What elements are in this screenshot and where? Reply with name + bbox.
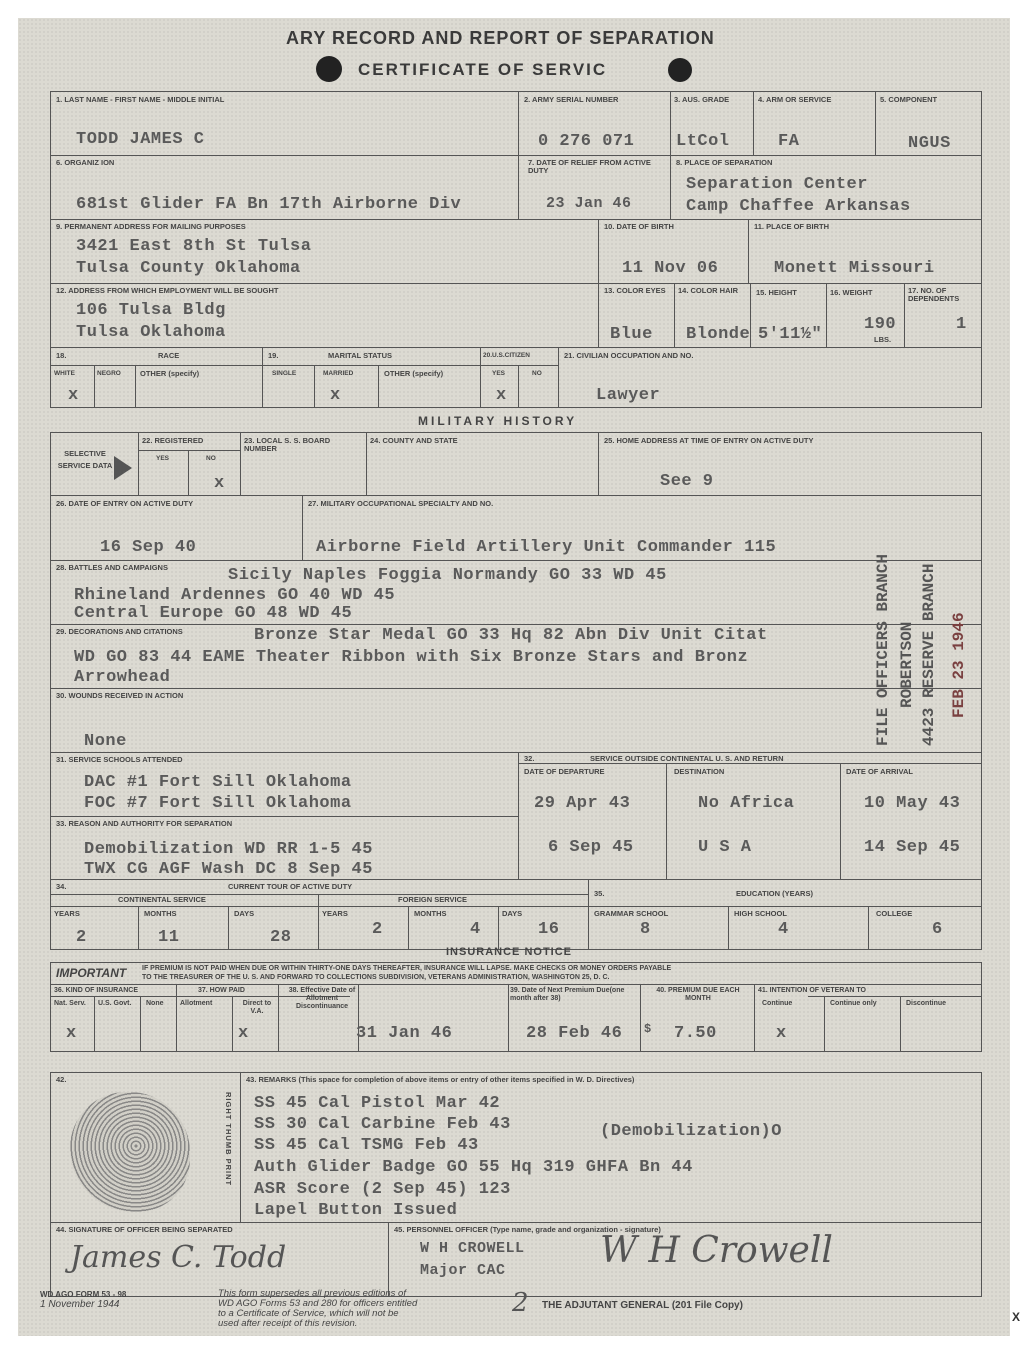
value-battles2: Rhineland Ardennes GO 40 WD 45 bbox=[74, 586, 396, 605]
value-school1: DAC #1 Fort Sill Oklahoma bbox=[84, 773, 352, 792]
value-for-months: 4 bbox=[470, 920, 481, 939]
value-occupation: Lawyer bbox=[596, 386, 661, 405]
label-emp-address: 12. ADDRESS FROM WHICH EMPLOYMENT WILL BE SOUGHT bbox=[56, 286, 279, 295]
value-for-days: 16 bbox=[538, 920, 560, 939]
value-rem3: SS 45 Cal TSMG Feb 43 bbox=[254, 1136, 479, 1155]
stamp-date: FEB 23 1946 bbox=[950, 612, 968, 718]
officer-signature: W H Crowell bbox=[600, 1230, 833, 1271]
label-how-paid: 37. HOW PAID bbox=[198, 987, 245, 994]
label-next-premium: 39. Date of Next Premium Due(one month after 38) bbox=[510, 987, 625, 1002]
label-high: HIGH SCHOOL bbox=[734, 909, 787, 918]
label-continental: CONTINENTAL SERVICE bbox=[118, 895, 206, 904]
value-eyes: Blue bbox=[610, 325, 653, 344]
value-cont-months: 11 bbox=[158, 928, 180, 947]
value-emp2: Tulsa Oklahoma bbox=[76, 323, 226, 342]
value-dep1: 29 Apr 43 bbox=[534, 794, 631, 813]
veteran-signature: James C. Todd bbox=[70, 1240, 287, 1275]
label-arrival: DATE OF ARRIVAL bbox=[846, 767, 913, 776]
label-discontinue: Discontinue bbox=[906, 1000, 947, 1007]
label-remarks: 43. REMARKS (This space for completion of above items or entry of other items specified in W. D. Directives) bbox=[246, 1075, 635, 1084]
label-decorations: 29. DECORATIONS AND CITATIONS bbox=[56, 627, 183, 636]
value-rem1: SS 45 Cal Pistol Mar 42 bbox=[254, 1094, 501, 1113]
adjutant-number: 2 bbox=[512, 1288, 529, 1318]
value-pob: Monett Missouri bbox=[774, 259, 935, 278]
label-42: 42. bbox=[56, 1075, 67, 1084]
supersede-line-4: used after receipt of this revision. bbox=[218, 1318, 358, 1329]
label-board: 23. LOCAL S. S. BOARD NUMBER bbox=[244, 436, 331, 453]
value-reason2: TWX CG AGF Wash DC 8 Sep 45 bbox=[84, 860, 373, 879]
value-school2: FOC #7 Fort Sill Oklahoma bbox=[84, 794, 352, 813]
label-continue: Continue bbox=[762, 1000, 793, 1007]
value-cont-years: 2 bbox=[76, 928, 87, 947]
supersede-line-1: This form supersedes all previous editions of bbox=[218, 1288, 406, 1299]
label-grade: 3. AUS. GRADE bbox=[674, 95, 730, 104]
label-destination: DESTINATION bbox=[674, 767, 725, 776]
label-cont-months: MONTHS bbox=[144, 909, 177, 918]
label-continue-only: Continue only bbox=[830, 1000, 877, 1007]
value-officer-name: W H CROWELL bbox=[420, 1240, 525, 1257]
label-for-months: MONTHS bbox=[414, 909, 447, 918]
label-cont-days: DAYS bbox=[234, 909, 255, 918]
label-direct: Direct to V.A. bbox=[242, 1000, 272, 1015]
value-addr1: 3421 East 8th St Tulsa bbox=[76, 237, 312, 256]
label-personnel-officer: 45. PERSONNEL OFFICER (Type name, grade and organization - signature) bbox=[394, 1225, 661, 1234]
value-college: 6 bbox=[932, 920, 943, 939]
label-weight: 16. WEIGHT bbox=[830, 288, 873, 297]
form-date: 1 November 1944 bbox=[40, 1299, 120, 1310]
military-history-heading: MILITARY HISTORY bbox=[418, 414, 578, 428]
value-emp1: 106 Tulsa Bldg bbox=[76, 301, 226, 320]
label-yes: YES bbox=[492, 370, 506, 377]
label-reg-yes: YES bbox=[156, 455, 170, 462]
value-allot-date: 31 Jan 46 bbox=[356, 1024, 453, 1043]
punch-hole bbox=[316, 56, 342, 82]
value-rem5: ASR Score (2 Sep 45) 123 bbox=[254, 1180, 511, 1199]
value-cont-days: 28 bbox=[270, 928, 292, 947]
value-citizen-x: x bbox=[496, 386, 507, 405]
label-18: 18. bbox=[56, 351, 67, 360]
label-name: 1. LAST NAME - FIRST NAME - MIDDLE INITIAL bbox=[56, 95, 225, 104]
form-subtitle: CERTIFICATE OF SERVIC bbox=[358, 60, 608, 79]
label-other: OTHER (specify) bbox=[140, 369, 200, 378]
value-dest2: U S A bbox=[698, 838, 752, 857]
value-marital-x: x bbox=[330, 386, 341, 405]
insurance-warning-1: IF PREMIUM IS NOT PAID WHEN DUE OR WITHIN THIRTY-ONE DAYS THEREAFTER, INSURANCE WILL LAPSE. MAKE CHECKS OR MONEY ORDERS PAYABLE bbox=[142, 965, 672, 972]
value-dest1: No Africa bbox=[698, 794, 795, 813]
value-grade: LtCol bbox=[676, 132, 730, 151]
value-org: 681st Glider FA Bn 17th Airborne Div bbox=[76, 195, 462, 214]
label-dob: 10. DATE OF BIRTH bbox=[604, 222, 674, 231]
label-marital: MARITAL STATUS bbox=[328, 351, 393, 360]
label-negro: NEGRO bbox=[97, 370, 121, 377]
value-high: 4 bbox=[778, 920, 789, 939]
value-wounds: None bbox=[84, 732, 127, 751]
label-19: 19. bbox=[268, 351, 279, 360]
value-arr2: 14 Sep 45 bbox=[864, 838, 961, 857]
label-schools: 31. SERVICE SCHOOLS ATTENDED bbox=[56, 755, 183, 764]
label-relief: 7. DATE OF RELIEF FROM ACTIVE DUTY bbox=[528, 158, 651, 175]
label-grammar: GRAMMAR SCHOOL bbox=[594, 909, 669, 918]
value-rem4: Auth Glider Badge GO 55 Hq 319 GHFA Bn 44 bbox=[254, 1158, 693, 1177]
value-height: 5'11½" bbox=[758, 325, 823, 344]
value-dep2: 6 Sep 45 bbox=[548, 838, 634, 857]
value-reason1: Demobilization WD RR 1-5 45 bbox=[84, 840, 373, 859]
label-height: 15. HEIGHT bbox=[756, 288, 797, 297]
label-registered: 22. REGISTERED bbox=[142, 436, 204, 445]
label-other2: OTHER (specify) bbox=[384, 369, 444, 378]
label-dependents: 17. NO. OF DEPENDENTS bbox=[908, 286, 960, 303]
value-dec2: WD GO 83 44 EAME Theater Ribbon with Six Bronze Stars and Bronz bbox=[74, 648, 749, 667]
value-rem6: Lapel Button Issued bbox=[254, 1201, 458, 1220]
value-home-entry: See 9 bbox=[660, 472, 714, 491]
label-32: 32. bbox=[524, 754, 535, 763]
label-county: 24. COUNTY AND STATE bbox=[370, 436, 458, 445]
value-rem2: SS 30 Cal Carbine Feb 43 bbox=[254, 1115, 511, 1134]
value-name: TODD JAMES C bbox=[76, 130, 205, 149]
value-premium: 7.50 bbox=[674, 1024, 717, 1043]
value-officer-rank: Major CAC bbox=[420, 1262, 506, 1279]
label-service-outside: SERVICE OUTSIDE CONTINENTAL U. S. AND RETURN bbox=[590, 754, 784, 763]
value-serial: 0 276 071 bbox=[538, 132, 635, 151]
corner-mark: X bbox=[1012, 1310, 1021, 1324]
label-wounds: 30. WOUNDS RECEIVED IN ACTION bbox=[56, 691, 184, 700]
label-component: 5. COMPONENT bbox=[880, 95, 938, 104]
stamp-line-2: ROBERTSON bbox=[898, 621, 916, 708]
label-occupation: 21. CIVILIAN OCCUPATION AND NO. bbox=[564, 351, 694, 360]
value-entry-date: 16 Sep 40 bbox=[100, 538, 197, 557]
stamp-line-1: FILE OFFICERS BRANCH bbox=[874, 553, 892, 746]
form-title: ARY RECORD AND REPORT OF SEPARATION bbox=[286, 28, 715, 48]
arrow-icon bbox=[114, 456, 134, 480]
value-dollar: $ bbox=[644, 1022, 652, 1036]
label-signature: 44. SIGNATURE OF OFFICER BEING SEPARATED bbox=[56, 1225, 233, 1234]
label-hair: 14. COLOR HAIR bbox=[678, 286, 739, 295]
value-dependents: 1 bbox=[956, 315, 967, 334]
label-college: COLLEGE bbox=[876, 909, 913, 918]
label-battles: 28. BATTLES AND CAMPAIGNS bbox=[56, 563, 168, 572]
value-dec1: Bronze Star Medal GO 33 Hq 82 Abn Div Unit Citat bbox=[254, 626, 768, 645]
label-race: RACE bbox=[158, 351, 180, 360]
label-none: None bbox=[146, 1000, 164, 1007]
label-kind-insurance: 36. KIND OF INSURANCE bbox=[54, 987, 139, 994]
label-entry-date: 26. DATE OF ENTRY ON ACTIVE DUTY bbox=[56, 499, 194, 508]
value-sep2: Camp Chaffee Arkansas bbox=[686, 197, 911, 216]
insurance-warning-2: TO THE TREASURER OF THE U. S. AND FORWARD TO COLLECTIONS SUBDIVISION, VETERANS ADMINISTRATION, WASHINGTON 25, D. C. bbox=[142, 974, 610, 981]
form-number: WD AGO FORM 53 - 98 bbox=[40, 1290, 127, 1299]
value-dob: 11 Nov 06 bbox=[622, 259, 719, 278]
label-natserv: Nat. Serv. bbox=[54, 1000, 86, 1007]
label-ss-data: SELECTIVE SERVICE DATA bbox=[57, 449, 113, 470]
insurance-heading: INSURANCE NOTICE bbox=[446, 946, 573, 958]
value-weight: 190 bbox=[864, 315, 897, 334]
label-lbs: LBS. bbox=[874, 335, 892, 344]
stamp-line-3: 4423 RESERVE BRANCH bbox=[920, 563, 938, 746]
label-for-days: DAYS bbox=[502, 909, 523, 918]
value-cont-x: x bbox=[776, 1024, 787, 1043]
label-intention: 41. INTENTION OF VETERAN TO bbox=[758, 987, 866, 994]
label-for-years: YEARS bbox=[322, 909, 348, 918]
label-important: IMPORTANT bbox=[56, 966, 127, 980]
label-foreign: FOREIGN SERVICE bbox=[398, 895, 468, 904]
value-for-years: 2 bbox=[372, 920, 383, 939]
label-place-sep: 8. PLACE OF SEPARATION bbox=[676, 158, 773, 167]
label-no: NO bbox=[532, 370, 542, 377]
label-premium: 40. PREMIUM DUE EACH MONTH bbox=[656, 987, 740, 1002]
label-org: 6. ORGANIZ ION bbox=[56, 158, 115, 167]
label-white: WHITE bbox=[54, 370, 75, 377]
label-single: SINGLE bbox=[272, 370, 297, 377]
label-pob: 11. PLACE OF BIRTH bbox=[754, 222, 830, 231]
value-rem2b: (Demobilization)O bbox=[600, 1122, 782, 1141]
value-sep1: Separation Center bbox=[686, 175, 868, 194]
adjutant-general: THE ADJUTANT GENERAL (201 File Copy) bbox=[542, 1300, 743, 1311]
value-relief: 23 Jan 46 bbox=[546, 195, 632, 212]
value-mos: Airborne Field Artillery Unit Commander 115 bbox=[316, 538, 777, 557]
label-eyes: 13. COLOR EYES bbox=[604, 286, 666, 295]
label-tour: CURRENT TOUR OF ACTIVE DUTY bbox=[228, 882, 353, 891]
value-ins-x: x bbox=[66, 1024, 77, 1043]
label-citizen: 20.U.S.CITIZEN bbox=[483, 352, 530, 359]
value-component: NGUS bbox=[908, 134, 951, 153]
label-education: EDUCATION (YEARS) bbox=[736, 889, 813, 898]
label-allot-date: 38. Effective Date of Allotment Discontinuance bbox=[288, 987, 356, 1010]
label-reg-no: NO bbox=[206, 455, 216, 462]
supersede-line-2: WD AGO Forms 53 and 280 for officers entitled bbox=[218, 1298, 418, 1309]
value-dec3: Arrowhead bbox=[74, 668, 171, 687]
label-allotment: Allotment bbox=[180, 1000, 213, 1007]
value-battles3: Central Europe GO 48 WD 45 bbox=[74, 604, 353, 623]
label-arm: 4. ARM OR SERVICE bbox=[758, 95, 832, 104]
separation-document bbox=[18, 18, 1010, 1336]
label-home-entry: 25. HOME ADDRESS AT TIME OF ENTRY ON ACTIVE DUTY bbox=[604, 436, 814, 445]
label-thumb-print: RIGHT THUMB PRINT bbox=[224, 1092, 233, 1187]
label-serial: 2. ARMY SERIAL NUMBER bbox=[524, 95, 619, 104]
label-reason: 33. REASON AND AUTHORITY FOR SEPARATION bbox=[56, 819, 233, 828]
label-perm-address: 9. PERMANENT ADDRESS FOR MAILING PURPOSES bbox=[56, 222, 246, 231]
label-mos: 27. MILITARY OCCUPATIONAL SPECIALTY AND NO. bbox=[308, 499, 494, 508]
value-reg-no-x: x bbox=[214, 474, 225, 493]
punch-hole bbox=[668, 58, 692, 82]
label-cont-years: YEARS bbox=[54, 909, 80, 918]
value-arm: FA bbox=[778, 132, 800, 151]
value-paid-x: x bbox=[238, 1024, 249, 1043]
label-35: 35. bbox=[594, 889, 605, 898]
label-34: 34. bbox=[56, 882, 67, 891]
value-next-due: 28 Feb 46 bbox=[526, 1024, 623, 1043]
label-married: MARRIED bbox=[323, 370, 354, 377]
value-arr1: 10 May 43 bbox=[864, 794, 961, 813]
value-battles1: Sicily Naples Foggia Normandy GO 33 WD 45 bbox=[228, 566, 667, 585]
label-departure: DATE OF DEPARTURE bbox=[524, 767, 605, 776]
value-race-x: x bbox=[68, 386, 79, 405]
value-hair: Blonde bbox=[686, 325, 751, 344]
value-addr2: Tulsa County Oklahoma bbox=[76, 259, 301, 278]
value-grammar: 8 bbox=[640, 920, 651, 939]
label-usgovt: U.S. Govt. bbox=[98, 1000, 132, 1007]
supersede-line-3: to a Certificate of Service, which will not be bbox=[218, 1308, 399, 1319]
